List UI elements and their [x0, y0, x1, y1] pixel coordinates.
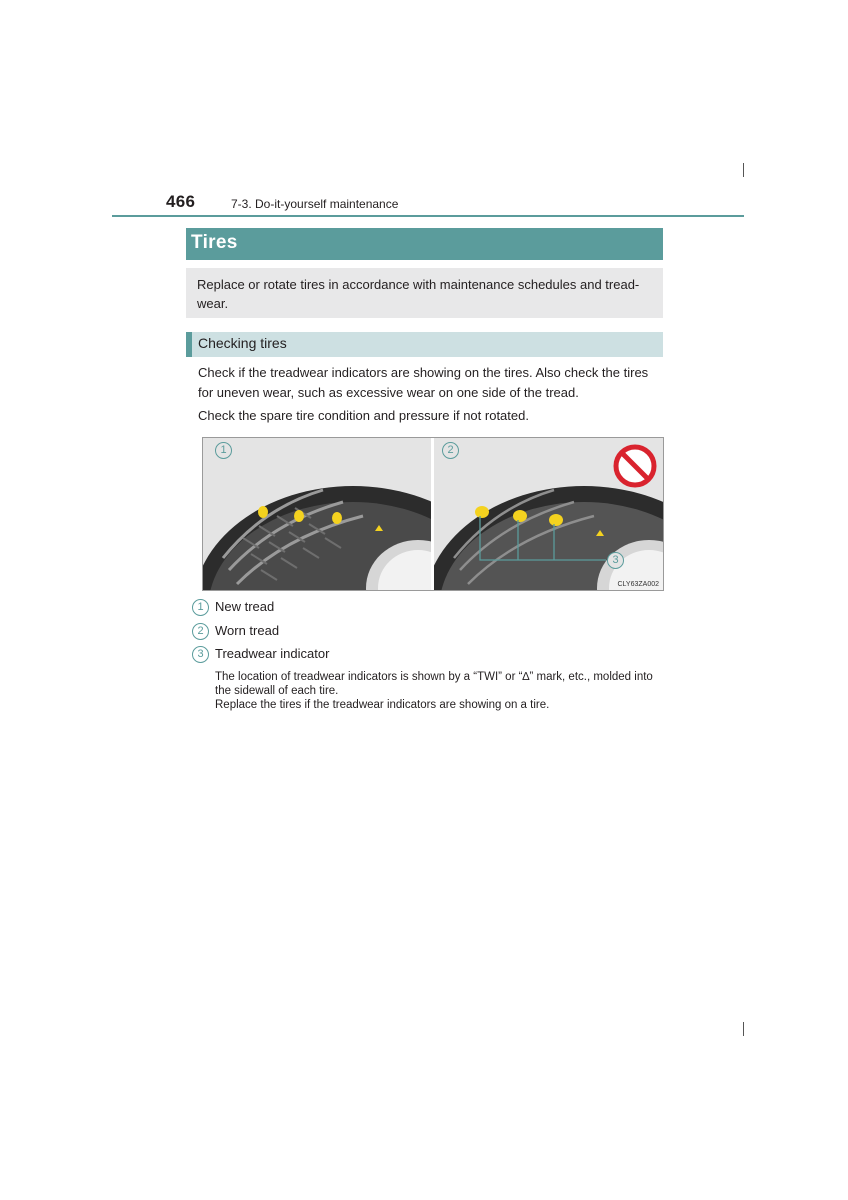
section-header: 7-3. Do-it-yourself maintenance — [231, 197, 399, 211]
subsection-title: Checking tires — [198, 335, 287, 351]
note-block — [215, 670, 665, 712]
page-number: 466 — [166, 192, 196, 211]
callout-number-3: 3 — [607, 552, 624, 569]
note-line: Replace the tires if the treadwear indicators are showing on a tire. — [215, 699, 550, 711]
legend-label: Worn tread — [215, 623, 280, 638]
new-tire-illustration — [203, 438, 431, 590]
legend-label: Treadwear indicator — [215, 646, 330, 661]
intro-box: Replace or rotate tires in accordance with maintenance schedules and tread-wear. — [186, 268, 663, 318]
crop-mark-bottom — [743, 1022, 744, 1036]
legend-number: 3 — [192, 646, 209, 663]
tire-figure — [202, 437, 664, 591]
body-paragraph: Check the spare tire condition and pressure if not rotated. — [198, 408, 529, 423]
legend-number: 1 — [192, 599, 209, 616]
no-symbol-icon — [612, 443, 658, 489]
figure-panel-new-tread — [203, 438, 431, 590]
header-rule — [112, 215, 744, 217]
legend-label: New tread — [215, 599, 275, 614]
legend-number: 2 — [192, 623, 209, 640]
subsection-accent — [186, 332, 192, 357]
figure-panel-worn-tread — [434, 438, 663, 590]
figure-code: CLY63ZA002 — [617, 581, 659, 588]
subsection-bar — [186, 332, 663, 357]
body-paragraph: Check if the treadwear indicators are showing on the tires. Also check the tires for uneven wear, such as excessive wear on one side of the tread. — [198, 365, 649, 400]
page-title: Tires — [191, 232, 238, 253]
panel-number-1: 1 — [215, 442, 232, 459]
crop-mark-top — [743, 163, 744, 177]
title-bar — [186, 228, 663, 260]
panel-number-2: 2 — [442, 442, 459, 459]
note-line: The location of treadwear indicators is shown by a “TWI” or “∆” mark, etc., molded into the sidewall of each tire. — [215, 671, 653, 697]
